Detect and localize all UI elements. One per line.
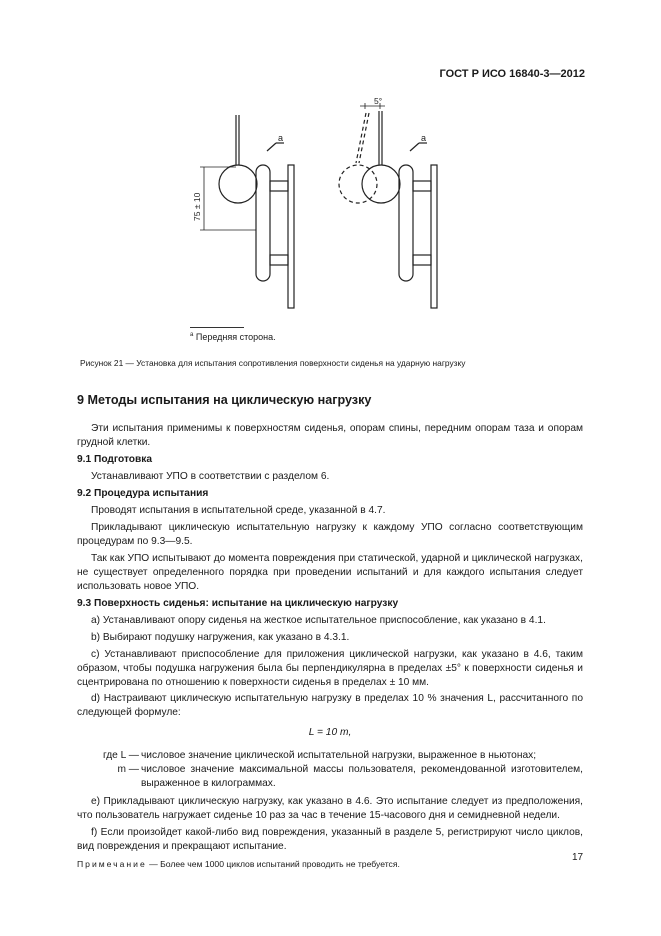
subsection-9-1-title: 9.1 Подготовка	[77, 453, 153, 465]
right-label-a: a	[421, 133, 427, 143]
subsection-9-2-title: 9.2 Процедура испытания	[77, 487, 209, 499]
subsection-9-1-text: Устанавливают УПО в соответствии с разделом 6.	[91, 470, 330, 482]
step-f: f) Если произойдет какой-либо вид повреждения, указанный в разделе 5, регистрируют число циклов, вид повреждения и прекращают испытание.	[77, 827, 583, 853]
right-cushion	[399, 165, 413, 281]
step-c: c) Устанавливают приспособление для приложения циклической нагрузки, как указано в 4.6, таким образом, чтобы подушка нагружения была бы перпендикулярна в пределах ±5° к поверхности сиденья и сцентрирована по отношению к поверхности сиденья в пределах ± 10 мм.	[77, 648, 583, 688]
test-setup-drawing	[180, 95, 480, 325]
subsection-9-2-p1: Проводят испытания в испытательной среде, указанной в 4.7.	[91, 504, 386, 516]
body-text	[77, 422, 583, 874]
definition-L	[77, 749, 583, 763]
left-plate	[288, 165, 294, 308]
standard-designation: ГОСТ Р ИСО 16840-3—2012	[439, 68, 585, 80]
definition-m	[77, 763, 583, 791]
step-b: b) Выбирают подушку нагружения, как указано в 4.3.1.	[91, 631, 350, 643]
definition-m-text: числовое значение максимальной массы пользователя, рекомендованной изготовителем, выраженное в килограммах.	[141, 764, 583, 790]
page-number: 17	[572, 852, 584, 863]
figure-footnote	[190, 331, 276, 343]
tilted-impactor	[339, 165, 377, 203]
left-label-a: a	[278, 133, 284, 143]
subsection-9-2-p2: Прикладывают циклическую испытательную нагрузку к каждому УПО согласно соответствующим процедурам по 9.3—9.5.	[77, 521, 583, 547]
step-e: e) Прикладывают циклическую нагрузку, как указано в 4.6. Это испытание следует из предположения, что пользователь нагружает сиденье 10 раз за час в течение 15-часового дня и семидневной недели.	[77, 796, 583, 822]
section-title: 9 Методы испытания на циклическую нагрузку	[77, 393, 372, 407]
right-impactor	[362, 165, 400, 203]
formula: L = 10 m,	[308, 727, 352, 739]
right-plate	[431, 165, 437, 308]
angle-label: 5°	[374, 96, 383, 106]
definition-L-symbol: где L —	[102, 750, 139, 762]
definition-L-text: числовое значение циклической испытательной нагрузки, выраженное в ньютонах;	[141, 750, 537, 762]
note	[77, 859, 583, 871]
note-text: — Более чем 1000 циклов испытаний проводить не требуется.	[146, 859, 400, 870]
footnote-rule	[190, 327, 244, 328]
figure-caption: Рисунок 21 — Установка для испытания сопротивления поверхности сиденья на ударную нагрузку	[80, 358, 466, 368]
dimension-label: 75 ± 10	[192, 192, 202, 221]
definition-m-symbol: m —	[117, 764, 139, 776]
footnote-mark: a	[190, 332, 194, 338]
footnote-text: Передняя сторона.	[193, 332, 276, 342]
subsection-9-3-title: 9.3 Поверхность сиденья: испытание на циклическую нагрузку	[77, 597, 399, 609]
intro-paragraph: Эти испытания применимы к поверхностям сиденья, опорам спины, передним опорам таза и опорам грудной клетки.	[77, 423, 583, 448]
step-a: a) Устанавливают опору сиденья на жесткое испытательное приспособление, как указано в 4.1.	[91, 614, 546, 626]
left-mount	[270, 181, 288, 191]
note-label: Примечание	[77, 859, 147, 870]
subsection-9-2-p3: Так как УПО испытывают до момента повреждения при статической, ударной и циклической нагрузках, не существует определенного порядка при проведении испытаний и для каждого испытания следует использовать новое УПО.	[77, 552, 583, 592]
left-impactor	[219, 165, 257, 203]
figure-21	[180, 95, 480, 325]
definitions	[77, 749, 583, 791]
left-cushion	[256, 165, 270, 281]
step-d: d) Настраивают циклическую испытательную нагрузку в пределах 10 % значения L, рассчитанного по следующей формуле:	[77, 693, 583, 719]
